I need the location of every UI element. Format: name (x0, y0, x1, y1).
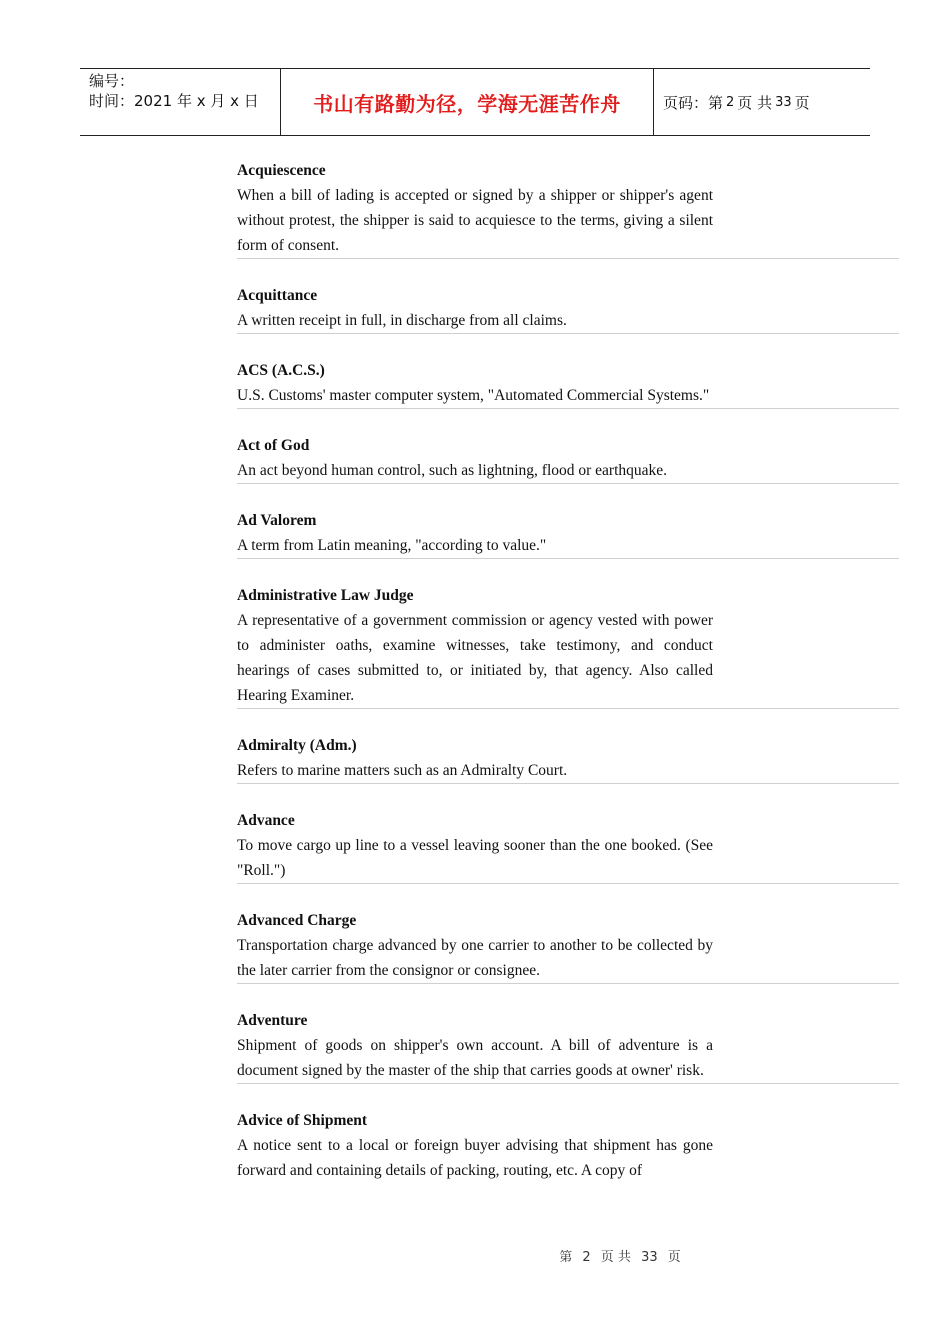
entry-term: Acquiescence (237, 162, 326, 179)
entry-divider (237, 258, 899, 259)
glossary-entry (237, 583, 899, 709)
header-motto-cell (281, 69, 654, 135)
entry-term: Administrative Law Judge (237, 587, 414, 604)
header-meta (80, 69, 281, 135)
header-motto: 书山有路勤为径，学海无涯苦作舟 (313, 91, 621, 116)
header-page-number: 2 (726, 94, 735, 110)
footer-mid: 页 共 (600, 1250, 631, 1265)
glossary-entry (237, 283, 899, 334)
entry-definition: To move cargo up line to a vessel leaving sooner than the one booked. (See "Roll.") (237, 837, 713, 879)
page-footer (0, 1246, 950, 1265)
entry-term: Admiralty (Adm.) (237, 737, 357, 754)
header-page-total: 33 (775, 94, 792, 110)
entry-definition: A term from Latin meaning, "according to value." (237, 537, 547, 554)
footer-prefix: 第 (559, 1250, 573, 1265)
glossary-entry (237, 908, 899, 984)
entry-term: Advance (237, 812, 295, 829)
glossary-entry (237, 158, 899, 259)
glossary-content (237, 158, 899, 1183)
page-header (80, 68, 870, 136)
glossary-entry (237, 433, 899, 484)
glossary-entry (237, 358, 899, 409)
entry-definition: A notice sent to a local or foreign buyer advising that shipment has gone forward and containing details of packing, routing, etc. A copy of (237, 1137, 713, 1179)
entry-divider (237, 408, 899, 409)
entry-divider (237, 483, 899, 484)
entry-divider (237, 783, 899, 784)
footer-page-total: 33 (641, 1250, 658, 1265)
document-number-label: 编号： (89, 72, 135, 90)
entry-definition: Refers to marine matters such as an Admiralty Court. (237, 762, 568, 779)
entry-definition: A written receipt in full, in discharge from all claims. (237, 312, 567, 329)
entry-term: Advice of Shipment (237, 1112, 368, 1129)
entry-term: ACS (A.C.S.) (237, 362, 325, 379)
glossary-entry (237, 733, 899, 784)
footer-page-number: 2 (582, 1250, 591, 1265)
entry-definition: U.S. Customs' master computer system, "Automated Commercial Systems." (237, 387, 710, 404)
entry-divider (237, 558, 899, 559)
entry-divider (237, 983, 899, 984)
glossary-entry (237, 1108, 899, 1183)
entry-term: Ad Valorem (237, 512, 317, 529)
entry-term: Acquittance (237, 287, 318, 304)
footer-suffix: 页 (667, 1250, 681, 1265)
entry-term: Adventure (237, 1012, 308, 1029)
entry-term: Advanced Charge (237, 912, 357, 929)
entry-definition: A representative of a government commission or agency vested with power to administer oaths, examine witnesses, take testimony, and conduct hearings of cases submitted to, or initiated by, that agency. Also called Hearing Examiner. (237, 612, 713, 704)
header-page-info (654, 69, 870, 135)
header-page-mid: 页 共 (737, 93, 773, 112)
entry-definition: Transportation charge advanced by one carrier to another to be collected by the later carrier from the consignor or consignee. (237, 937, 713, 979)
glossary-entry (237, 808, 899, 884)
glossary-entry (237, 1008, 899, 1084)
entry-divider (237, 333, 899, 334)
header-page-prefix: 页码：第 (663, 93, 724, 112)
document-date: 时间：2021 年 x 月 x 日 (89, 92, 259, 110)
entry-definition: Shipment of goods on shipper's own account. A bill of adventure is a document signed by the master of the ship that carries goods at owner' risk. (237, 1037, 713, 1079)
entry-definition: An act beyond human control, such as lightning, flood or earthquake. (237, 462, 668, 479)
glossary-entry (237, 508, 899, 559)
entry-term: Act of God (237, 437, 310, 454)
entry-divider (237, 708, 899, 709)
entry-divider (237, 883, 899, 884)
entry-definition: When a bill of lading is accepted or signed by a shipper or shipper's agent without protest, the shipper is said to acquiesce to the terms, giving a silent form of consent. (237, 187, 713, 254)
entry-divider (237, 1083, 899, 1084)
header-page-suffix: 页 (794, 93, 810, 112)
